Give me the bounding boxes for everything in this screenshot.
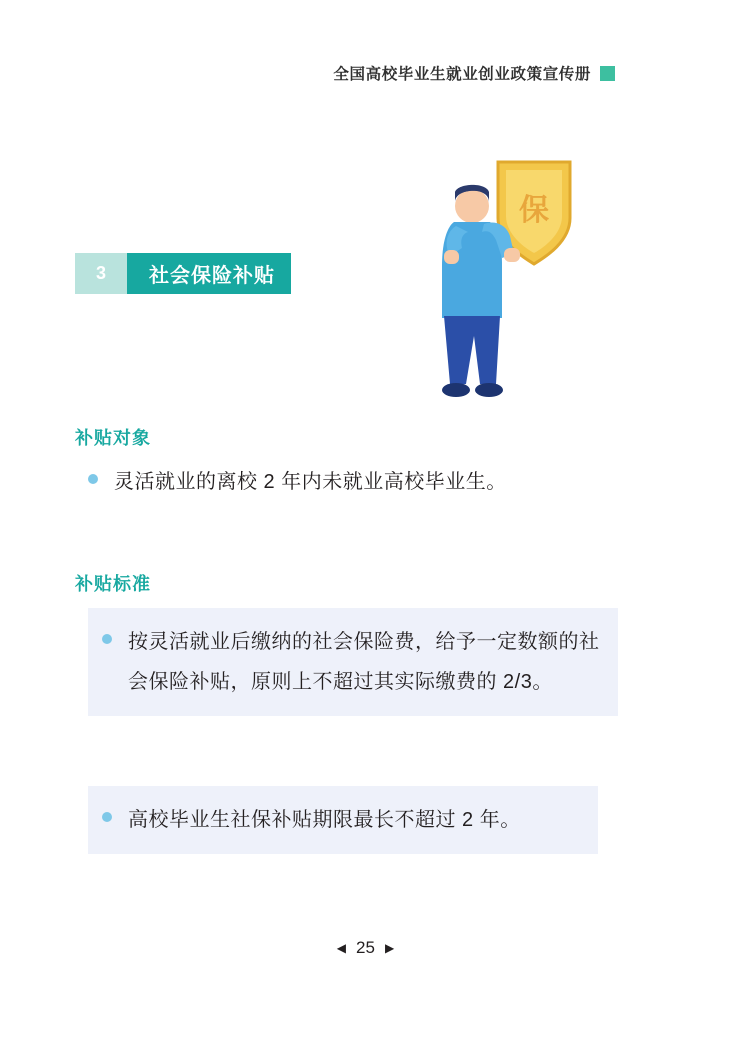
section-number: 3: [75, 253, 127, 294]
list-item-text: 灵活就业的离校 2 年内未就业高校毕业生。: [114, 471, 507, 493]
header-square-icon: [600, 66, 615, 81]
subheading-subsidy-object: 补贴对象: [75, 428, 151, 448]
next-page-arrow-icon[interactable]: ▶: [384, 941, 395, 955]
list-item: [88, 608, 618, 716]
bullet-dot-icon: [102, 634, 112, 644]
header-title: 全国高校毕业生就业创业政策宣传册: [333, 66, 591, 83]
bullet-dot-icon: [102, 812, 112, 822]
page-number: 25: [356, 938, 375, 957]
list-item-text: 按灵活就业后缴纳的社会保险费，给予一定数额的社会保险补贴，原则上不超过其实际缴费的 2/3。: [128, 631, 600, 693]
shield-character: 保: [519, 194, 549, 227]
section-heading-chip: [75, 253, 291, 294]
list-item-text: 高校毕业生社保补贴期限最长不超过 2 年。: [128, 809, 521, 831]
section-title: 社会保险补贴: [127, 253, 291, 294]
illustration-person-holding-shield: [410, 140, 610, 420]
page-footer: [0, 938, 731, 958]
page-header: [333, 62, 615, 84]
bullet-dot-icon: [88, 474, 98, 484]
list-item: [88, 786, 598, 854]
list-item: [88, 462, 648, 502]
previous-page-arrow-icon[interactable]: ◀: [336, 941, 347, 955]
subheading-subsidy-standard: 补贴标准: [75, 574, 151, 594]
